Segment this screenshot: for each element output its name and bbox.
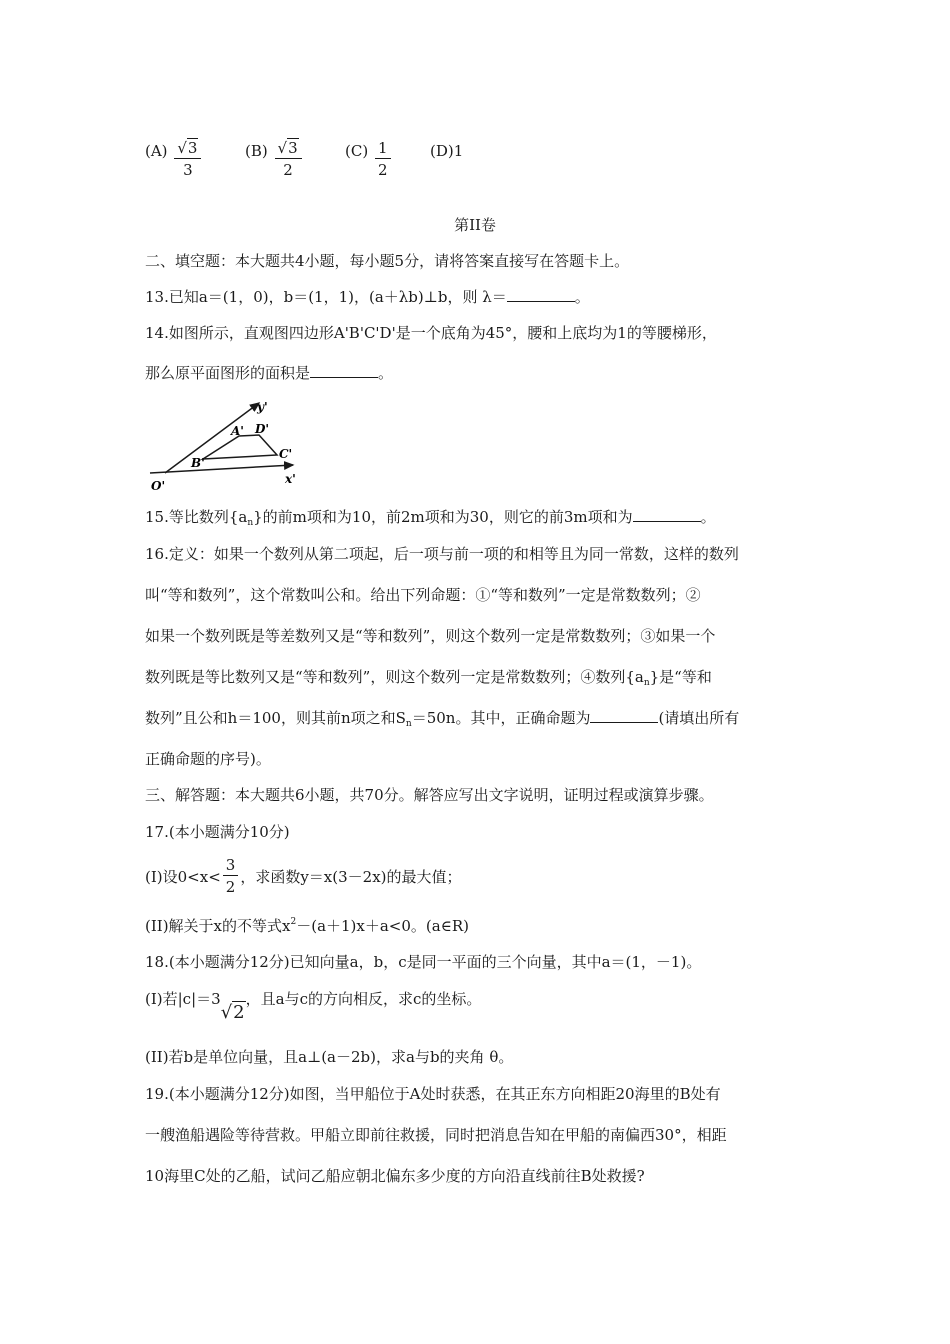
question-13 <box>145 286 590 307</box>
trapezoid <box>203 435 277 459</box>
fraction <box>223 855 239 898</box>
option-a-label: (A) <box>145 142 168 160</box>
section-title: 第II卷 <box>454 216 496 234</box>
answer-blank <box>633 508 701 522</box>
question-15-text: 15.等比数列{a <box>145 508 248 526</box>
part-1-text: (I)设0<x< <box>145 868 221 886</box>
question-15-end: 。 <box>700 508 716 526</box>
y-axis <box>165 403 259 473</box>
subscript: n <box>247 518 254 528</box>
answer-blank <box>310 364 378 378</box>
question-19-line-2: 一艘渔船遇险等待营救。甲船立即前往救援，同时把消息告知在甲船的南偏西30°，相距 <box>145 1126 727 1144</box>
question-17-part-2 <box>145 915 469 936</box>
question-16-line-6: 正确命题的序号)。 <box>145 750 271 768</box>
option-c-denominator: 2 <box>377 161 388 179</box>
label-d: D' <box>255 422 270 436</box>
option-c-label: (C) <box>345 142 369 160</box>
question-18-part-2: (II)若b是单位向量，且a⊥(a－2b)，求a与b的夹角 θ。 <box>145 1048 514 1066</box>
sqrt-sign-icon: √3 <box>177 139 198 157</box>
question-17-part-1 <box>145 855 462 898</box>
label-x: x' <box>285 472 296 486</box>
question-19-line-3: 10海里C处的乙船，试问乙船应朝北偏东多少度的方向沿直线前往B处救援? <box>145 1167 645 1185</box>
option-b-fraction <box>275 138 302 181</box>
question-16-text-3: (请填出所有 <box>658 709 740 727</box>
question-16-line-2: 叫“等和数列”，这个常数叫公和。给出下列命题：①“等和数列”一定是常数数列；② <box>145 586 701 604</box>
option-d <box>430 142 463 160</box>
question-13-end: 。 <box>574 288 590 306</box>
question-16-text: 数列既是等比数列又是“等和数列”，则这个数列一定是常数数列；④数列{a <box>145 668 644 686</box>
part-1-text-2: ，求函数y＝x(3－2x)的最大值； <box>240 868 462 886</box>
radicand: 2 <box>233 1002 245 1023</box>
part-1-text-2: ，且a与c的方向相反，求c的坐标。 <box>245 990 482 1008</box>
question-14-end: 。 <box>378 364 394 382</box>
question-18-part-1 <box>145 988 482 1023</box>
option-d-label: (D) <box>430 142 454 160</box>
question-16-text-2: }是“等和 <box>649 668 712 686</box>
trapezoid-figure <box>145 395 315 495</box>
question-14-line-2 <box>145 362 393 383</box>
question-18-title: 18.(本小题满分12分)已知向量a，b，c是同一平面的三个向量，其中a＝(1，－1)。 <box>145 953 702 971</box>
question-13-text: 13.已知a＝(1，0)，b＝(1，1)，(a＋λb)⊥b，则 λ＝ <box>145 288 507 306</box>
label-a: A' <box>231 424 244 438</box>
label-y: y' <box>257 400 268 414</box>
question-14-line-1: 14.如图所示，直观图四边形A'B'C'D'是一个底角为45°，腰和上底均为1的等腰梯形， <box>145 324 717 342</box>
sqrt-sign-icon: √3 <box>277 139 298 157</box>
label-c: C' <box>279 447 293 461</box>
question-16-line-1: 16.定义：如果一个数列从第二项起，后一项与前一项的和相等且为同一常数，这样的数列 <box>145 545 739 563</box>
option-b-denominator: 2 <box>283 161 293 179</box>
part-2-text: (II)解关于x的不等式x <box>145 917 291 935</box>
sqrt-sign-icon: √2 <box>220 1002 245 1023</box>
question-15 <box>145 506 716 528</box>
question-16-text: 数列”且公和h＝100，则其前n项之和S <box>145 709 406 727</box>
label-b: B' <box>191 456 205 470</box>
option-a-denominator: 3 <box>183 161 193 179</box>
question-15-text-2: }的前m项和为10，前2m项和为30，则它的前3m项和为 <box>253 508 633 526</box>
question-16-line-5 <box>145 707 739 729</box>
solve-heading: 三、解答题：本大题共6小题，共70分。解答应写出文字说明，证明过程或演算步骤。 <box>145 786 714 804</box>
option-a <box>145 138 203 181</box>
question-16-line-4 <box>145 666 712 688</box>
question-17-title: 17.(本小题满分10分) <box>145 823 290 841</box>
option-a-numerator: 3 <box>187 139 198 157</box>
subscript: n <box>405 719 412 729</box>
question-19-line-1: 19.(本小题满分12分)如图，当甲船位于A处时获悉，在其正东方向相距20海里的B处有 <box>145 1085 721 1103</box>
question-14-text: 那么原平面图形的面积是 <box>145 364 311 382</box>
question-16-text-2: ＝50n。其中，正确命题为 <box>411 709 591 727</box>
superscript: 2 <box>290 917 297 927</box>
option-c <box>345 138 393 181</box>
part-2-text-2: －(a＋1)x＋a<0。(a∈R) <box>296 917 469 935</box>
option-b <box>245 138 304 181</box>
denominator: 2 <box>225 878 236 896</box>
subscript: n <box>643 678 650 688</box>
option-d-value: 1 <box>453 142 464 160</box>
numerator: 3 <box>223 855 239 876</box>
answer-blank <box>590 709 658 723</box>
option-b-label: (B) <box>245 142 268 160</box>
option-c-numerator: 1 <box>375 138 391 159</box>
answer-blank <box>507 288 575 302</box>
fill-in-heading: 二、填空题：本大题共4小题，每小题5分，请将答案直接写在答题卡上。 <box>145 252 630 270</box>
option-a-fraction <box>174 138 201 181</box>
option-b-numerator: 3 <box>288 139 298 157</box>
part-1-text: (I)若|c|＝3 <box>145 990 221 1008</box>
question-16-line-3: 如果一个数列既是等差数列又是“等和数列”，则这个数列一定是常数数列；③如果一个 <box>145 627 716 645</box>
label-o: O' <box>151 479 166 493</box>
option-c-fraction <box>375 138 391 181</box>
